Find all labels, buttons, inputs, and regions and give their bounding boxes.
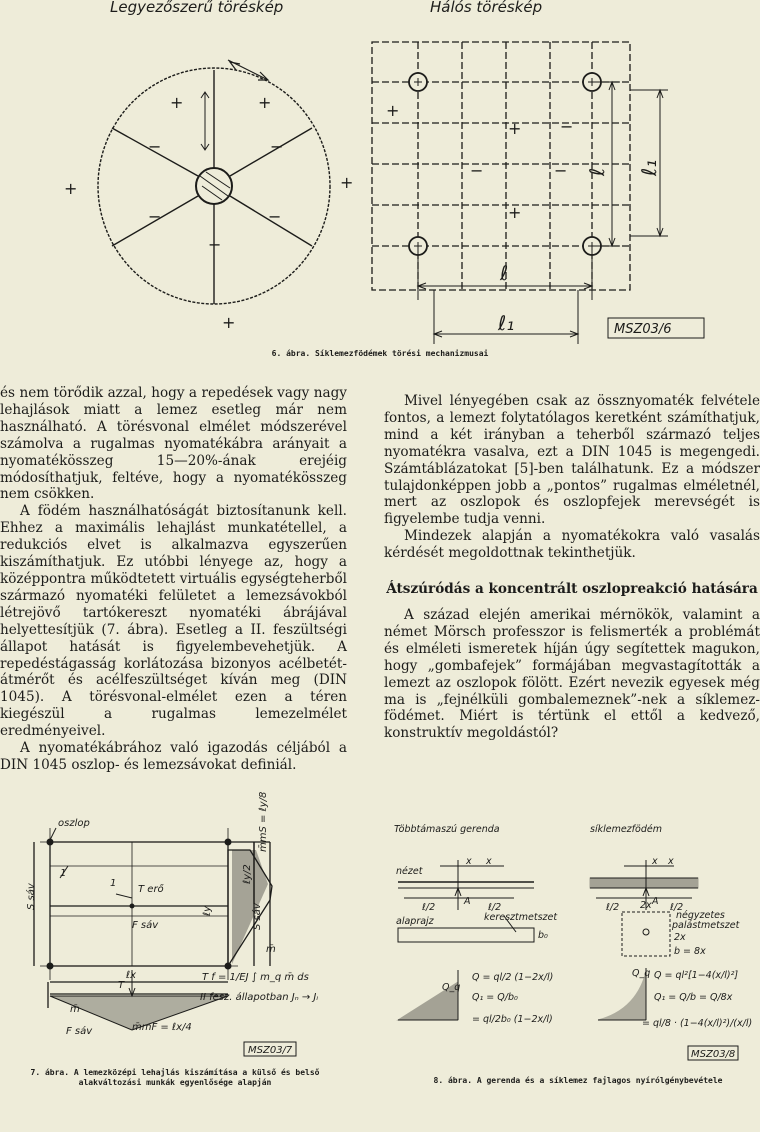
fig7-one-b: 1: [110, 878, 117, 889]
right-text-column: [384, 393, 760, 742]
fig8-2x-top: 2x: [640, 900, 652, 911]
fig7-m-mf: m̄mF = ℓx/4: [132, 1022, 192, 1033]
fan-minus-3: −: [148, 207, 162, 226]
fig7-one-a: 1: [60, 868, 67, 879]
fig6-stamp: MSZ03/6: [614, 322, 672, 337]
fig7-ty2: ℓy/2: [242, 864, 253, 884]
fig7-ty: ℓy: [202, 905, 213, 916]
fig7-m-right: m̄: [266, 944, 276, 955]
left-paragraph-2: A födém használhatóságát biztosítanunk kell. Ehhez a maximális lehajlást munkatétellel, a redukciós elvet is alkalmazva egyszerűen kiszámíthatjuk. Ez utóbbi lényege az, hogy a középpontra működtetett virtuális egységteherből származó nyomatéki felületet a lemezsávokból létrejövő tartókereszt nyomatéki ábrájával helyettesítjük (7. ábra). Esetleg a II. feszültségi állapot hatását is figyelembevehetjük. A repedéstágasság korlátozása bizonyos acélbetét-átmérőt és acélfeszültséget kíván meg (DIN 1045). A törésvonal-elmélet ezen a téren kiegészül a rugalmas lemezelmélet eredményeivel.: [0, 503, 347, 740]
fig7-m-bottom: m̄: [70, 1004, 80, 1015]
fig8-nezet: nézet: [396, 866, 423, 877]
grid-minus-2: −: [554, 161, 568, 180]
fig8-palastmetszet: palástmetszet: [672, 920, 740, 931]
fig8-title-right: síklemezfödém: [590, 824, 662, 835]
fig8-l2-right-1: ℓ/2: [606, 902, 620, 913]
fig8-formula-left-3: = ql/2b₀ (1−2x/l): [472, 1014, 553, 1025]
fig8-formula-right-2: Q₁ = Q/b = Q/8x: [654, 992, 733, 1003]
fan-plus-4: +: [170, 93, 184, 112]
grid-dim-l1: ℓ₁: [498, 311, 515, 335]
grid-dim-l1-vertical: ℓ₁: [637, 159, 661, 176]
fig8-formula-left-1: Q = ql/2 (1−2x/l): [472, 972, 554, 983]
fig8-a-right: A: [652, 896, 659, 907]
fig6-right-title: Hálós töréskép: [430, 0, 543, 16]
fig7-caption: 7. ábra. A lemezközépi lehajlás kiszámítása a külső és belső alakváltozási munkák egyenlősége alapján: [30, 1068, 320, 1087]
fig8-x-right-2: x: [668, 856, 674, 867]
fig8-stamp: MSZ03/8: [691, 1049, 736, 1060]
fig8-l2-right-2: ℓ/2: [670, 902, 684, 913]
fig7-f-sav-bottom: F sáv: [66, 1026, 93, 1037]
fig6-fan-diagram: [0, 0, 760, 360]
grid-plus-2: +: [508, 203, 522, 222]
right-paragraph-1: Mivel lényegében csak az össznyomaték felvétele fontos, a lemezt folytatólagos keretként számíthatjuk, mind a két irányban a teherből származó teljes nyomatékra vasalva, ezt a DIN 1045 is megengedi. Számtáblázatokat [5]-ben találhatunk. Ez a módszer tulajdonképpen jobb a „pontos” rugalmas elméletnél, mert az oszlopok és oszlopfejek merevségét is figyelembe tudja venni.: [384, 393, 760, 528]
fig8-b8x: b = 8x: [674, 946, 706, 957]
fan-plus-1: +: [64, 179, 78, 198]
fig7-m-ms: m̄mS = ℓy/8: [258, 791, 269, 852]
fig8-x-left-2: x: [486, 856, 492, 867]
fan-minus-1: −: [148, 137, 162, 156]
right-paragraph-3: A század elején amerikai mérnökök, valamint a német Mörsch professzor is felismerték a problémát és elméleti ismeretek híján úgy segítettek magukon, hogy „gombafejek” formájában megvastagították a lemezt az oszlopok fölött. Ezért nevezik egyesek még ma is „fejnélküli gombalemeznek”-nek a síklemez-födémet. Miért is tértünk el ettől a kedvező, konstruktív megoldástól?: [384, 606, 760, 742]
fig7-oszlop: oszlop: [58, 818, 90, 829]
fig8-qq-right: Q_q: [632, 968, 651, 979]
grid-minus-3: −: [560, 117, 574, 136]
fig8-x-right-1: x: [652, 856, 658, 867]
fan-plus-2: +: [340, 173, 354, 192]
fig8-formula-right-3: = ql/8 · (1−4(x/l)²)/(x/l): [642, 1018, 753, 1029]
fig8-b0: b₀: [538, 930, 548, 941]
fig8-diagram: [384, 820, 760, 1080]
fig7-diagram: [0, 791, 380, 1110]
fig8-keresztmetszet: keresztmetszet: [484, 912, 558, 923]
right-paragraph-2: Mindezek alapján a nyomatékokra való vasalás kérdését megoldottnak tekinthetjük.: [384, 528, 760, 562]
fig6-left-title: Legyezőszerű töréskép: [110, 0, 284, 16]
fig7-formula2: II fesz. állapotban Jₙ → Jᵢ: [200, 992, 319, 1003]
grid-dim-l-vertical: ℓ: [585, 167, 609, 176]
fig7-plate: [50, 842, 228, 966]
fig7-t-label: T: [118, 980, 125, 991]
left-paragraph-1: és nem törődik azzal, hogy a repedések vagy nagy lehajlások miatt a lemez esetleg már nem használható. A törésvonal elmélet módszerével számolva a rugalmas nyomatékábra arányait a nyomatékösszeg 15—20%-ának erejéig módosíthatjuk, feltéve, hogy a nyomatékösszeg nem csökken.: [0, 385, 347, 503]
fig8-x-left-1: x: [466, 856, 472, 867]
fig8-formula-left-2: Q₁ = Q/b₀: [472, 992, 518, 1003]
grid-dim-l: ℓ: [500, 261, 509, 285]
fig8-alaprajz: alaprajz: [396, 916, 434, 927]
fan-plus-3: +: [222, 313, 236, 332]
fig7-t-ero: T erő: [138, 884, 164, 895]
fig7-stamp: MSZ03/7: [248, 1045, 293, 1056]
left-text-column: [0, 385, 347, 774]
fig7-formula: T f = 1/EJ ∫ m_q m̄ ds: [202, 972, 309, 983]
grid-plus-1: +: [508, 119, 522, 138]
fig6-caption: 6. ábra. Síklemezfödémek törési mechanizmusai: [271, 349, 489, 358]
fig7-f-sav: F sáv: [132, 920, 159, 931]
fig8-l2-left-2: ℓ/2: [488, 902, 502, 913]
section-title: Átszúródás a koncentrált oszlopreakció hatására: [386, 581, 758, 598]
fig7-s-sav-right: S sáv: [252, 903, 263, 930]
fan-minus-5: −: [208, 235, 222, 254]
fig8-title-left: Többtámaszú gerenda: [394, 824, 500, 835]
grid-minus-1: −: [470, 161, 484, 180]
fan-plus-5: +: [258, 93, 272, 112]
fan-minus-2: −: [270, 137, 284, 156]
left-paragraph-3: A nyomatékábrához való igazodás céljából a DIN 1045 oszlop- és lemezsávokat definiál.: [0, 740, 347, 773]
fig8-negyzetes: négyzetes: [676, 910, 725, 921]
fig7-tx: ℓx: [126, 970, 137, 981]
fig8-a-left: A: [464, 896, 471, 907]
fig8-caption: 8. ábra. A gerenda és a síklemez fajlagos nyírólgénybevétele: [433, 1076, 723, 1085]
grid-plus-3: +: [386, 101, 400, 120]
fig8-formula-right-1: Q = ql²[1−4(x/l)²]: [654, 970, 739, 981]
fan-minus-4: −: [268, 207, 282, 226]
fig8-qq-left: Q_q: [442, 982, 461, 993]
fig7-s-sav: S sáv: [26, 883, 37, 910]
fig8-l2-left-1: ℓ/2: [422, 902, 436, 913]
fig8-2x-side: 2x: [674, 932, 686, 943]
